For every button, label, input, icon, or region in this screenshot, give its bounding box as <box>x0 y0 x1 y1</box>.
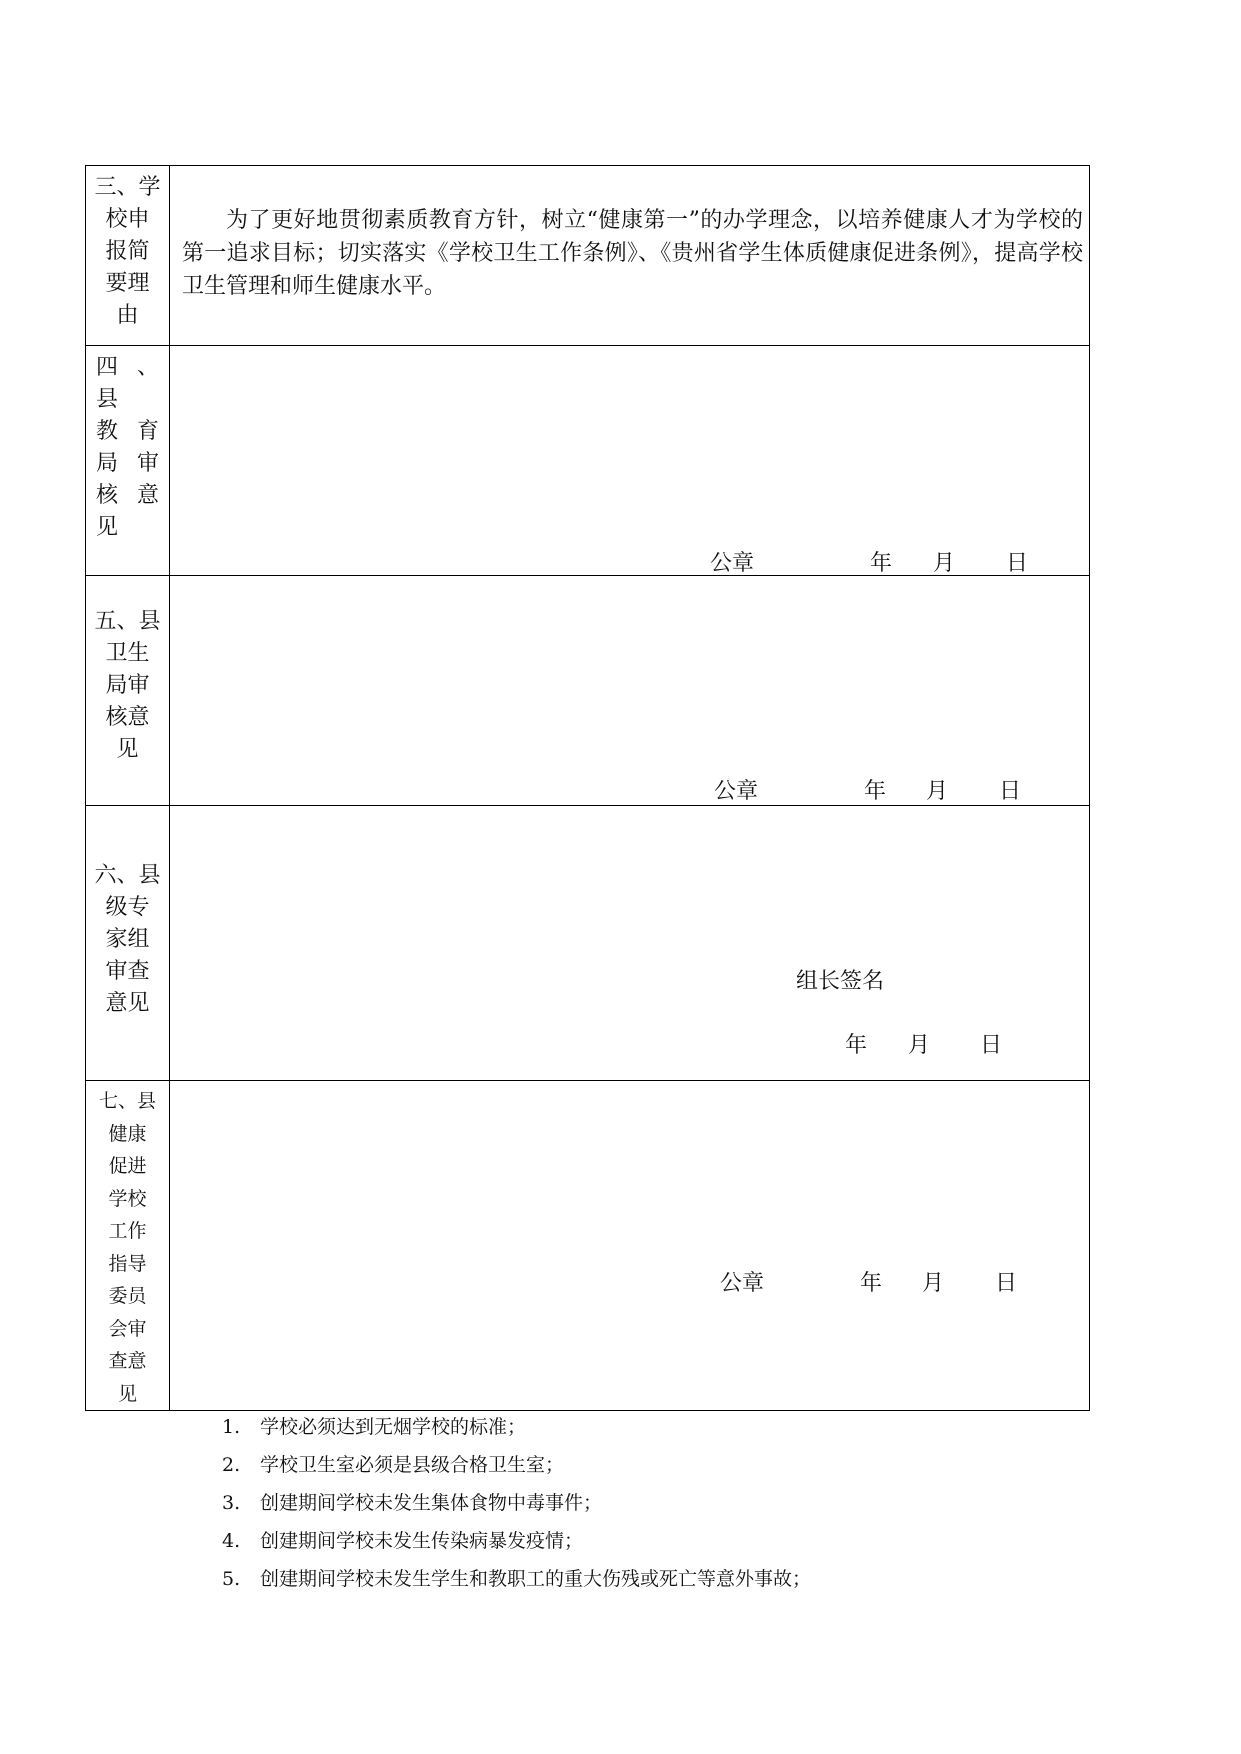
list-item <box>222 1524 811 1562</box>
label-line: 委员 <box>108 1285 147 1307</box>
label-line: 家组 <box>105 927 150 952</box>
label-line: 教育 <box>96 419 159 444</box>
item-number: 1. <box>222 1416 241 1438</box>
list-item <box>222 1486 811 1524</box>
official-seal-label: 公章 <box>720 1271 765 1296</box>
label-line: 促进 <box>108 1155 147 1177</box>
label-line: 核意 <box>96 483 159 508</box>
year-label: 年 <box>845 1033 868 1058</box>
label-line: 由 <box>116 303 139 328</box>
section-guidance-committee-row <box>86 1081 1090 1411</box>
label-line: 三、学 <box>94 175 161 200</box>
item-text: 学校必须达到无烟学校的标准； <box>260 1416 527 1438</box>
item-text: 创建期间学校未发生集体食物中毒事件； <box>260 1492 603 1514</box>
label-line: 指导 <box>108 1252 147 1275</box>
review-form-table <box>85 165 1090 1411</box>
list-item <box>222 1448 811 1486</box>
day-label: 日 <box>999 779 1022 804</box>
year-label: 年 <box>870 551 893 576</box>
section-health-bureau-row <box>86 576 1090 806</box>
label-line: 级专 <box>105 895 150 920</box>
label-line: 报简 <box>105 239 150 264</box>
section-education-bureau-content[interactable] <box>170 346 1090 576</box>
section-education-bureau-label <box>86 346 170 576</box>
item-number: 2. <box>222 1454 241 1476</box>
item-text: 创建期间学校未发生学生和教职工的重大伤残或死亡等意外事故； <box>260 1568 812 1590</box>
official-seal-label: 公章 <box>714 779 759 804</box>
item-number: 5. <box>222 1568 241 1590</box>
item-number: 3. <box>222 1492 241 1514</box>
section-health-bureau-label <box>86 576 170 806</box>
section-reason-content[interactable] <box>170 166 1090 346</box>
year-label: 年 <box>860 1271 883 1296</box>
section-guidance-committee-content[interactable] <box>170 1081 1090 1411</box>
label-line: 见 <box>96 515 119 540</box>
month-label: 月 <box>922 1271 945 1296</box>
label-line: 见 <box>116 737 139 762</box>
section-expert-group-row <box>86 806 1090 1081</box>
label-line: 局审 <box>105 673 150 698</box>
day-label: 日 <box>980 1033 1003 1058</box>
label-line: 五、县 <box>94 609 161 634</box>
label-line: 健康 <box>108 1122 147 1145</box>
label-line: 要理 <box>105 271 150 296</box>
team-leader-signature-label: 组长签名 <box>796 969 885 994</box>
item-text: 学校卫生室必须是县级合格卫生室； <box>260 1454 565 1476</box>
label-line: 四、县 <box>96 355 159 412</box>
label-line: 局审 <box>96 451 159 476</box>
requirements-list <box>222 1410 811 1600</box>
label-line: 六、县 <box>94 863 161 888</box>
month-label: 月 <box>926 779 949 804</box>
section-health-bureau-content[interactable] <box>170 576 1090 806</box>
section-reason-label <box>86 166 170 346</box>
label-line: 校申 <box>105 207 150 232</box>
label-line: 意见 <box>105 991 150 1016</box>
label-line: 学校 <box>108 1187 147 1210</box>
label-line: 查意 <box>108 1350 147 1372</box>
application-reason-text: 为了更好地贯彻素质教育方针，树立“健康第一”的办学理念，以培养健康人才为学校的第一追求目标；切实落实《学校卫生工作条例》、《贵州省学生体质健康促进条例》，提高学校卫生管理和师生健康水平。 <box>182 208 1083 299</box>
month-label: 月 <box>933 551 956 576</box>
label-line: 卫生 <box>105 641 150 666</box>
label-line: 会审 <box>108 1317 147 1340</box>
day-label: 日 <box>995 1271 1018 1296</box>
label-line: 工作 <box>108 1220 147 1242</box>
list-item <box>222 1410 811 1448</box>
year-label: 年 <box>864 779 887 804</box>
day-label: 日 <box>1006 551 1029 576</box>
section-expert-group-content[interactable] <box>170 806 1090 1081</box>
label-line: 见 <box>117 1382 137 1405</box>
item-text: 创建期间学校未发生传染病暴发疫情； <box>260 1530 584 1552</box>
label-line: 审查 <box>105 959 150 984</box>
label-line: 七、县 <box>98 1090 156 1112</box>
official-seal-label: 公章 <box>710 551 755 576</box>
section-education-bureau-row <box>86 346 1090 576</box>
item-number: 4. <box>222 1530 241 1552</box>
section-guidance-committee-label <box>86 1081 170 1411</box>
list-item <box>222 1562 811 1600</box>
section-expert-group-label <box>86 806 170 1081</box>
label-line: 核意 <box>105 705 150 730</box>
section-reason-row <box>86 166 1090 346</box>
month-label: 月 <box>908 1033 931 1058</box>
